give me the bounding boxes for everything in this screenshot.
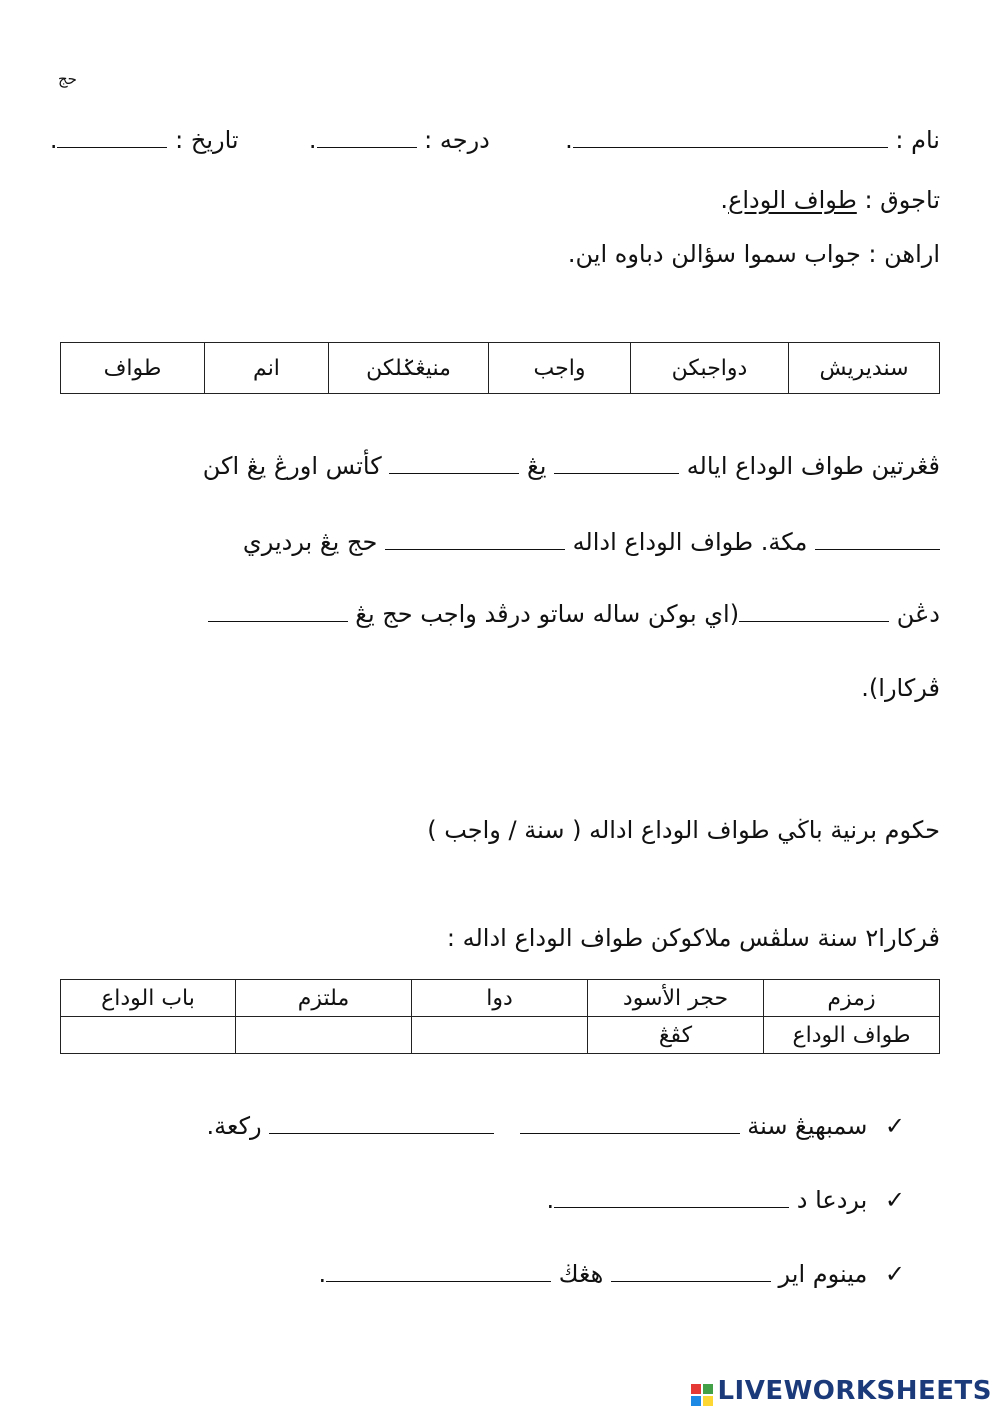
paragraph-text: ڤڠرتين طواف الوداع اياله	[686, 452, 940, 480]
checkmark-icon: ✓	[884, 1112, 905, 1140]
checklist-text: بردعا د	[796, 1186, 868, 1214]
checklist-text: .	[546, 1186, 555, 1214]
name-field[interactable]	[573, 125, 888, 148]
blank-field[interactable]	[739, 599, 889, 622]
paragraph-text: حج يڠ برديري	[242, 528, 378, 556]
sunnah-heading: ڤركارا٢ سنة سلڤس ملاكوكن طواف الوداع اداله :	[446, 924, 940, 952]
word-bank-cell: دواجبكن	[631, 343, 789, 394]
sunnah-cell: كڤڠ	[588, 1017, 764, 1054]
liveworksheets-logo	[691, 1376, 992, 1406]
word-bank-cell: طواف	[61, 343, 205, 394]
liveworksheets-logo-icon	[691, 1384, 713, 1406]
paragraph-line-1	[203, 448, 940, 484]
checklist-text: ركعة.	[206, 1112, 262, 1140]
sunnah-cell	[61, 1017, 236, 1054]
checklist-text: هڠڬ	[558, 1260, 604, 1288]
blank-field[interactable]	[520, 1111, 740, 1134]
grade-label: درجه :	[424, 126, 490, 154]
paragraph-text: كأتس اورڠ يڠ اكن	[202, 452, 382, 480]
blank-field[interactable]	[208, 599, 348, 622]
grade-dot: .	[308, 126, 317, 154]
paragraph-line-3	[208, 596, 940, 632]
topic-line	[720, 182, 940, 218]
checklist-text: مينوم اير	[778, 1260, 868, 1288]
paragraph-text: مكة. طواف الوداع اداله	[572, 528, 808, 556]
sunnah-cell: زمزم	[764, 980, 940, 1017]
paragraph-text: (اي بوكن ساله ساتو درڤد واجب حج يڠ	[355, 600, 740, 628]
blank-field[interactable]	[326, 1259, 551, 1282]
blank-field[interactable]	[554, 451, 679, 474]
sunnah-cell: طواف الوداع	[764, 1017, 940, 1054]
date-label: تاريخ :	[175, 126, 239, 154]
sunnah-cell: دوا	[412, 980, 588, 1017]
liveworksheets-logo-text: LIVEWORKSHEETS	[717, 1376, 992, 1406]
blank-field[interactable]	[611, 1259, 771, 1282]
ruling-question: حكوم برنية باڬي طواف الوداع اداله ( سنة / واجب )	[427, 816, 940, 844]
checklist-item-3	[319, 1256, 906, 1292]
instruction: اراهن : جواب سموا سؤالن دباوه اين.	[567, 240, 940, 268]
word-bank-table	[60, 342, 940, 394]
topic-end: .	[720, 186, 729, 214]
word-bank-cell: واجب	[489, 343, 631, 394]
blank-field[interactable]	[269, 1111, 494, 1134]
sunnah-cell: حجر الأسود	[588, 980, 764, 1017]
word-bank-cell: انم	[205, 343, 329, 394]
grade-field[interactable]	[317, 125, 417, 148]
word-bank-cell: سنديريش	[789, 343, 940, 394]
sunnah-cell: ملتزم	[236, 980, 412, 1017]
checklist-text: سمبهيڠ سنة	[747, 1112, 868, 1140]
sunnah-cell	[412, 1017, 588, 1054]
sunnah-cell	[236, 1017, 412, 1054]
topic-value: طواف الوداع	[728, 186, 857, 214]
paragraph-text: دڠن	[896, 600, 940, 628]
paragraph-line-4: ڤركارا).	[861, 674, 940, 702]
checklist-item-1	[207, 1108, 905, 1144]
name-dot: .	[565, 126, 573, 154]
blank-field[interactable]	[389, 451, 519, 474]
page-tag: حج	[58, 70, 77, 88]
blank-field[interactable]	[554, 1185, 789, 1208]
checkmark-icon: ✓	[884, 1186, 905, 1214]
sunnah-cell: باب الوداع	[61, 980, 236, 1017]
date-dot: .	[49, 126, 58, 154]
date-field[interactable]	[57, 125, 167, 148]
sunnah-table	[60, 979, 940, 1054]
checklist-item-2	[547, 1182, 905, 1218]
blank-field[interactable]	[385, 527, 565, 550]
topic-label: تاجوق :	[864, 186, 940, 214]
paragraph-line-2	[243, 524, 940, 560]
checklist-text: .	[318, 1260, 327, 1288]
name-label: نام :	[895, 126, 940, 154]
checkmark-icon: ✓	[884, 1260, 905, 1288]
word-bank-cell: منيڠݢلكن	[329, 343, 489, 394]
blank-field[interactable]	[815, 527, 940, 550]
info-line	[49, 122, 940, 158]
paragraph-text: يڠ	[526, 452, 547, 480]
